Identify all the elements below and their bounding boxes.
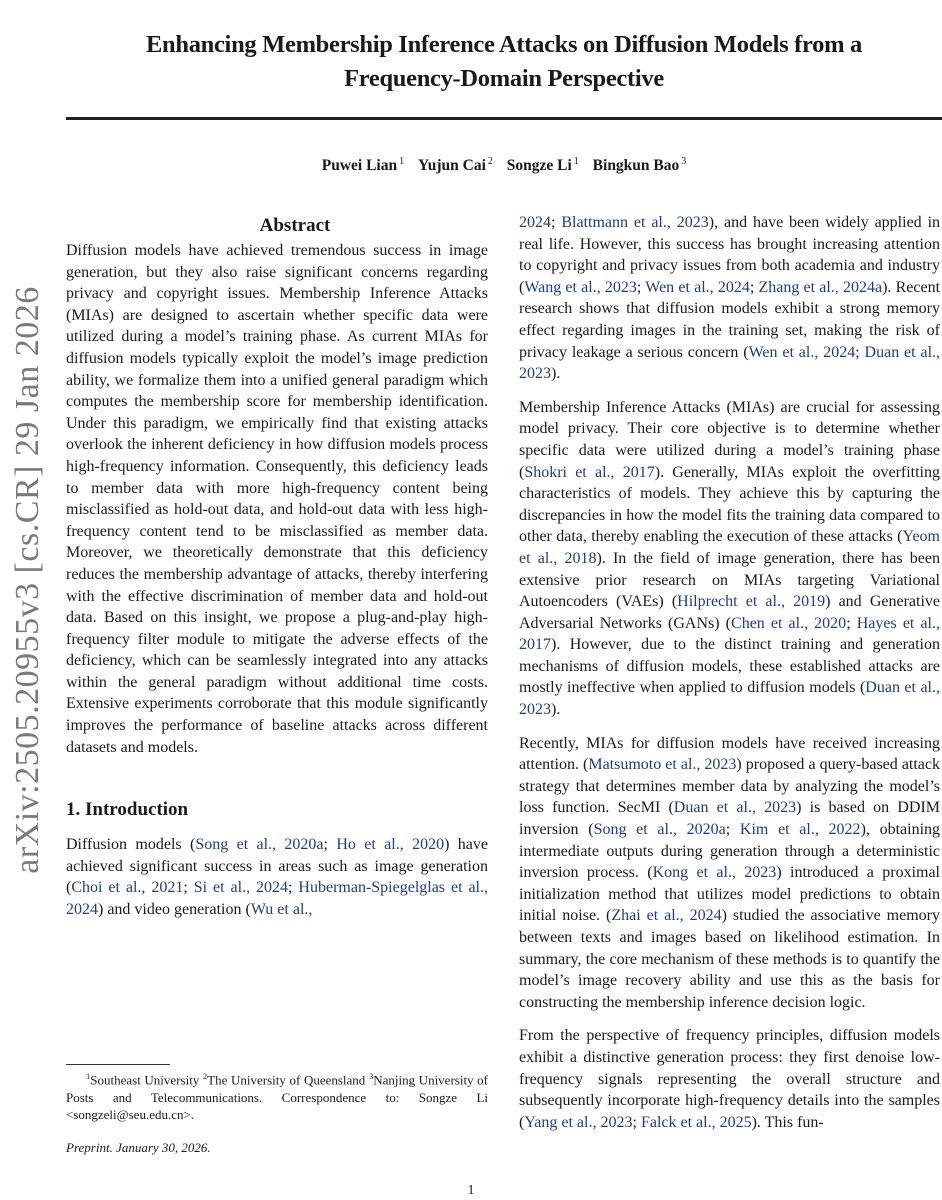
footnote-divider: [66, 1064, 170, 1065]
left-column: [66, 212, 488, 921]
citation-link[interactable]: Blattmann et al., 2023: [561, 214, 709, 231]
citation-link[interactable]: Shokri et al., 2017: [524, 463, 655, 481]
author: Songze Li $^1$: [506, 156, 579, 175]
arxiv-identifier-stamp: [2, 230, 54, 930]
citation-link[interactable]: Kim et al., 2022: [739, 821, 861, 839]
body-paragraph: Membership Inference Attacks (MIAs) are crucial for assessing model privacy. Their core objective is to determine whether specific data were utilized during a model’s training phase (Shokri et al., 2017). Generally, MIAs exploit the overfitting characteristics of models. They achieve this by capturing the discrepancies in how the model fits the training data compared to other data, thereby enabling the execution of these attacks (Yeom et al., 2018). In the field of image generation, there has been extensive prior research on MIAs targeting Variational Autoencoders (VAEs) (Hilprecht et al., 2019) and Generative Adversarial Networks (GANs) (Chen et al., 2020; Hayes et al., 2017). However, due to the distinct training and generation mechanisms of diffusion models, these established attacks are mostly ineffective when applied to diffusion models (Duan et al., 2023).: [519, 398, 941, 719]
citation-link[interactable]: Wen et al., 2024: [748, 343, 856, 361]
citation-link[interactable]: Si et al., 2024: [193, 879, 289, 897]
abstract-heading: Abstract: [259, 215, 331, 236]
citation-link[interactable]: Duan et al., 2023: [519, 343, 941, 383]
arxiv-stamp-text: arXiv:2505.20955v3 [cs.CR] 29 Jan 2026: [9, 286, 47, 874]
abstract-text: Diffusion models have achieved tremendous success in image generation, but they also raise significant concerns regarding privacy and copyright issues. Membership Inference Attacks (MIAs) are designed to ascertain whether specific data were utilized during a model’s training phase. As current MIAs for diffusion models typically exploit the model’s image prediction ability, we formalize them into a unified general paradigm which computes the membership score for membership identification. Under this paradigm, we empirically find that existing attacks overlook the inherent deficiency in how diffusion models process high-frequency information. Consequently, this deficiency leads to member data with more high-frequency content being misclassified as hold-out data, and hold-out data with less high-frequency content tend to be misclassified as member data. Moreover, we theoretically demonstrate that this deficiency reduces the membership advantage of attacks, thereby interfering with the effective discrimination of member data and hold-out data. Based on this insight, we propose a plug-and-play high-frequency filter module to mitigate the adverse effects of the deficiency, which can be seamlessly integrated into any attacks within the general paradigm without additional time costs. Extensive experiments corroborate that this module significantly improves the performance of baseline attacks across different datasets and models.: [66, 242, 488, 756]
citation-link[interactable]: Chen et al., 2020: [731, 614, 847, 632]
author: Yujun Cai $^2$: [417, 156, 493, 175]
author: Puwei Lian $^1$: [321, 156, 405, 175]
preprint-date: Preprint. January 30, 2026.: [66, 1140, 211, 1155]
right-column: [519, 212, 940, 1133]
citation-link[interactable]: Choi et al., 2021: [71, 879, 184, 897]
page-number: 1: [467, 1183, 475, 1198]
citation-link[interactable]: Duan et al., 2023: [673, 799, 797, 817]
citation-link[interactable]: Falck et al., 2025: [640, 1113, 752, 1131]
citation-link[interactable]: Wang et al., 2023: [524, 278, 637, 296]
affiliations-footnote: $^1$Southeast University $^2$The University of Queensland $^3$Nanjing University of Posts and Telecommunications. Correspondence to: Songze Li <songzeli@seu.edu.cn>.: [66, 1071, 489, 1123]
citation-link[interactable]: Song et al., 2020a: [593, 821, 726, 839]
title-line-2: Frequency-Domain Perspective: [344, 65, 664, 92]
citation-link[interactable]: Song et al., 2020a: [195, 836, 324, 854]
citation-link[interactable]: Huberman-Spiegelglas et al., 2024: [66, 879, 489, 919]
citation-link[interactable]: Hayes et al., 2017: [519, 614, 941, 654]
title-divider: [66, 117, 942, 120]
citation-link[interactable]: Ho et al., 2020: [336, 836, 445, 854]
section-heading-introduction: 1. Introduction: [66, 799, 189, 821]
body-paragraph: Recently, MIAs for diffusion models have received increasing attention. (Matsumoto et al., 2023) proposed a query-based attack strategy that determines member data by analyzing the model’s loss function. SecMI (Duan et al., 2023) is based on DDIM inversion (Song et al., 2020a; Kim et al., 2022), obtaining intermediate outputs during generation through a deterministic inversion process. (Kong et al., 2023) introduced a proximal initialization method that utilizes model predictions to obtain initial noise. (Zhai et al., 2024) studied the associative memory between texts and images based on likelihood estimation. In summary, the core mechanism of these methods is to quantify the model’s image recovery ability and use this as the basis for constructing the membership inference decision logic.: [519, 734, 941, 1011]
citation-link[interactable]: Zhang et al., 2024a: [758, 278, 883, 296]
title-line-1: Enhancing Membership Inference Attacks on Diffusion Models from a: [146, 31, 862, 58]
introduction-paragraph: Diffusion models (Song et al., 2020a; Ho et al., 2020) have achieved significant success in areas such as image generation (Choi et al., 2021; Si et al., 2024; Huberman-Spiegelglas et al., 2024) and video generation (Wu et al.,: [66, 836, 489, 919]
citation-link[interactable]: Yeom et al., 2018: [519, 528, 940, 567]
citation-link[interactable]: Zhai et al., 2024: [611, 907, 722, 925]
citation-link[interactable]: 2024: [519, 214, 551, 231]
body-paragraph: 2024; Blattmann et al., 2023), and have been widely applied in real life. However, this success has brought increasing attention to copyright and privacy issues from both academia and industry (Wang et al., 2023; Wen et al., 2024; Zhang et al., 2024a). Recent research shows that diffusion models exhibit a strong memory effect regarding images in the training set, making the risk of privacy leakage a serious concern (Wen et al., 2024; Duan et al., 2023).: [519, 214, 941, 383]
citation-link[interactable]: Yang et al., 2023: [524, 1113, 633, 1131]
citation-link[interactable]: Hilprecht et al., 2019: [677, 593, 826, 611]
body-paragraph: From the perspective of frequency principles, diffusion models exhibit a distinctive generation process: they first denoise low-frequency signals representing the overall structure and subsequently incorporate high-frequency details into the samples (Yang et al., 2023; Falck et al., 2025). This fun-: [519, 1027, 940, 1131]
citation-link[interactable]: Duan et al., 2023: [519, 679, 940, 719]
citation-link[interactable]: Wu et al.,: [250, 901, 313, 919]
citation-link[interactable]: Kong et al., 2023: [652, 864, 777, 882]
citation-link[interactable]: Matsumoto et al., 2023: [588, 756, 737, 774]
author: Bingkun Bao $^3$: [592, 156, 687, 175]
paper-title: [66, 28, 942, 96]
citation-link[interactable]: Wen et al., 2024: [645, 278, 750, 296]
author-list: [66, 156, 942, 175]
